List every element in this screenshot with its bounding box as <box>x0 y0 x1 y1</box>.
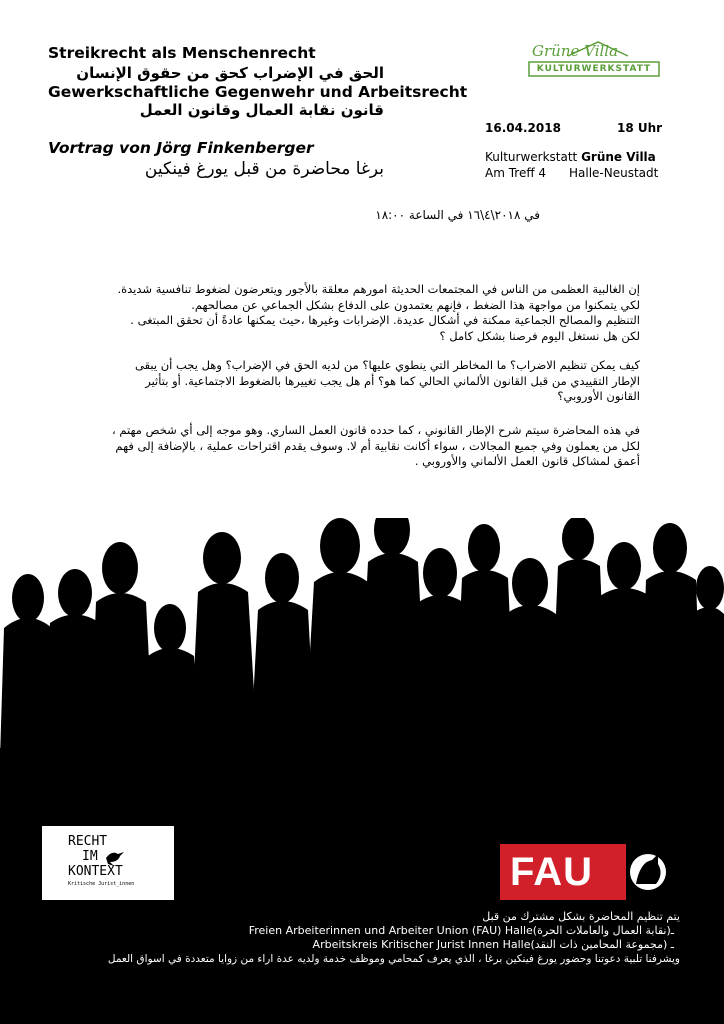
paragraph-2 <box>40 358 640 405</box>
recht-im-kontext-logo <box>42 826 174 900</box>
fau-logo <box>500 844 670 900</box>
crow-icon <box>104 846 126 868</box>
footer-line-2: Freien Arbeiterinnen und Arbeiter Union (FAU) Halle(نقابة العمال والعاملات الحرة)ـ <box>248 924 674 937</box>
footer-line-4: ويشرفنا تلبية دعوتنا وحضور يورغ فينكين برغا ، الذي يعرف كمحامي وموظف خدمة ولديه عدة اراء من زوايا متعددة في اسواق العمل <box>107 953 680 965</box>
rik-line1: RECHT <box>68 834 108 849</box>
event-datetime-ar: في ٢٠١٨\٤\١٦ في الساعة ١٨:٠٠ <box>375 208 540 222</box>
title-ar-2: قانون نقابة العمال وقانون العمل <box>139 101 384 119</box>
footer-line-3: Arbeitskreis Kritischer Jurist Innen Halle(مجموعة المحامين ذات النقد) ـ <box>312 938 674 951</box>
event-venue <box>485 149 656 165</box>
venue-prefix: Kulturwerkstatt <box>485 150 582 164</box>
paragraph-2-line: كيف يمكن تنظيم الاضراب؟ ما المخاطر التي ينطوي عليها؟ من لديه الحق في الإضراب؟ وهل يجب أن يبقى <box>134 358 640 372</box>
paragraph-3-line: لكل من يعملون وفي جميع المجالات ، سواء أكانت نقابية أم لا. وسوف يقدم اقتراحات عملية ، بالإضافة إلى فهم <box>115 438 640 453</box>
venue-name: Grüne Villa <box>581 150 656 164</box>
rik-line2: IM <box>82 849 98 864</box>
rik-line3: KONTEXT <box>68 864 123 879</box>
paragraph-1-line: لكي يتمكنوا من مواجهة هذا الضغط ، فإنهم يعتمدون على الدفاع بشكل الجماعي عن مصالحهم. <box>191 297 640 312</box>
paragraph-3 <box>40 423 640 470</box>
event-city: Halle-Neustadt <box>569 166 659 180</box>
gruene-villa-logo <box>528 40 660 80</box>
paragraph-2-line: الإطار التقييدي من قبل القانون الألماني الحالي كما هو؟ أم هل يجب تغييرها بالضغوط الاجتماعية. أو بتأثير <box>145 373 640 388</box>
title-de-1: Streikrecht als Menschenrecht <box>48 44 316 62</box>
event-time: 18 Uhr <box>617 121 663 135</box>
paragraph-2-line: القانون الأوروبي؟ <box>557 389 640 403</box>
gruene-villa-name: Grüne Villa <box>532 42 619 60</box>
rik-subtitle: Kritische Jurist_innen <box>68 881 135 887</box>
paragraph-1 <box>40 282 640 344</box>
paragraph-1-line: لكن هل نستغل اليوم فرصنا بشكل كامل ؟ <box>439 328 640 343</box>
paragraph-3-line: أعمق لمشاكل قانون العمل الألماني والأوروبي . <box>414 454 640 468</box>
paragraph-1-line: إن الغالبية العظمى من الناس في المجتمعات الحديثة امورهم معلقة بالأجور ويتعرضون لضغوط تنافسية شديدة. <box>117 282 640 296</box>
paragraph-3-line: في هذه المحاضرة سيتم شرح الإطار القانوني ، كما حدده قانون العمل الساري. وهو موجه إلى أي شخص مهتم ، <box>112 423 640 437</box>
fau-text: FAU <box>510 850 593 894</box>
footer-line-1: يتم تنظيم المحاضرة بشكل مشترك من قبل <box>482 910 680 923</box>
speaker-ar: برغا محاضرة من قبل يورغ فينكين <box>144 159 384 179</box>
gruene-villa-subtitle: KULTURWERKSTATT <box>536 64 652 74</box>
speaker-de: Vortrag von Jörg Finkenberger <box>48 139 314 157</box>
title-de-2: Gewerkschaftliche Gegenwehr und Arbeitsrecht <box>48 83 468 101</box>
title-ar-1: الحق في الإضراب كحق من حقوق الإنسان <box>76 64 384 82</box>
event-street: Am Treff 4 <box>485 166 547 180</box>
paragraph-1-line: التنظيم والمصالح الجماعية ممكنة في أشكال عديدة. الإضرابات وغيرها ،حيث يمكنها عادةً أن تحقق المبتغى . <box>130 313 640 327</box>
event-date: 16.04.2018 <box>485 121 561 135</box>
